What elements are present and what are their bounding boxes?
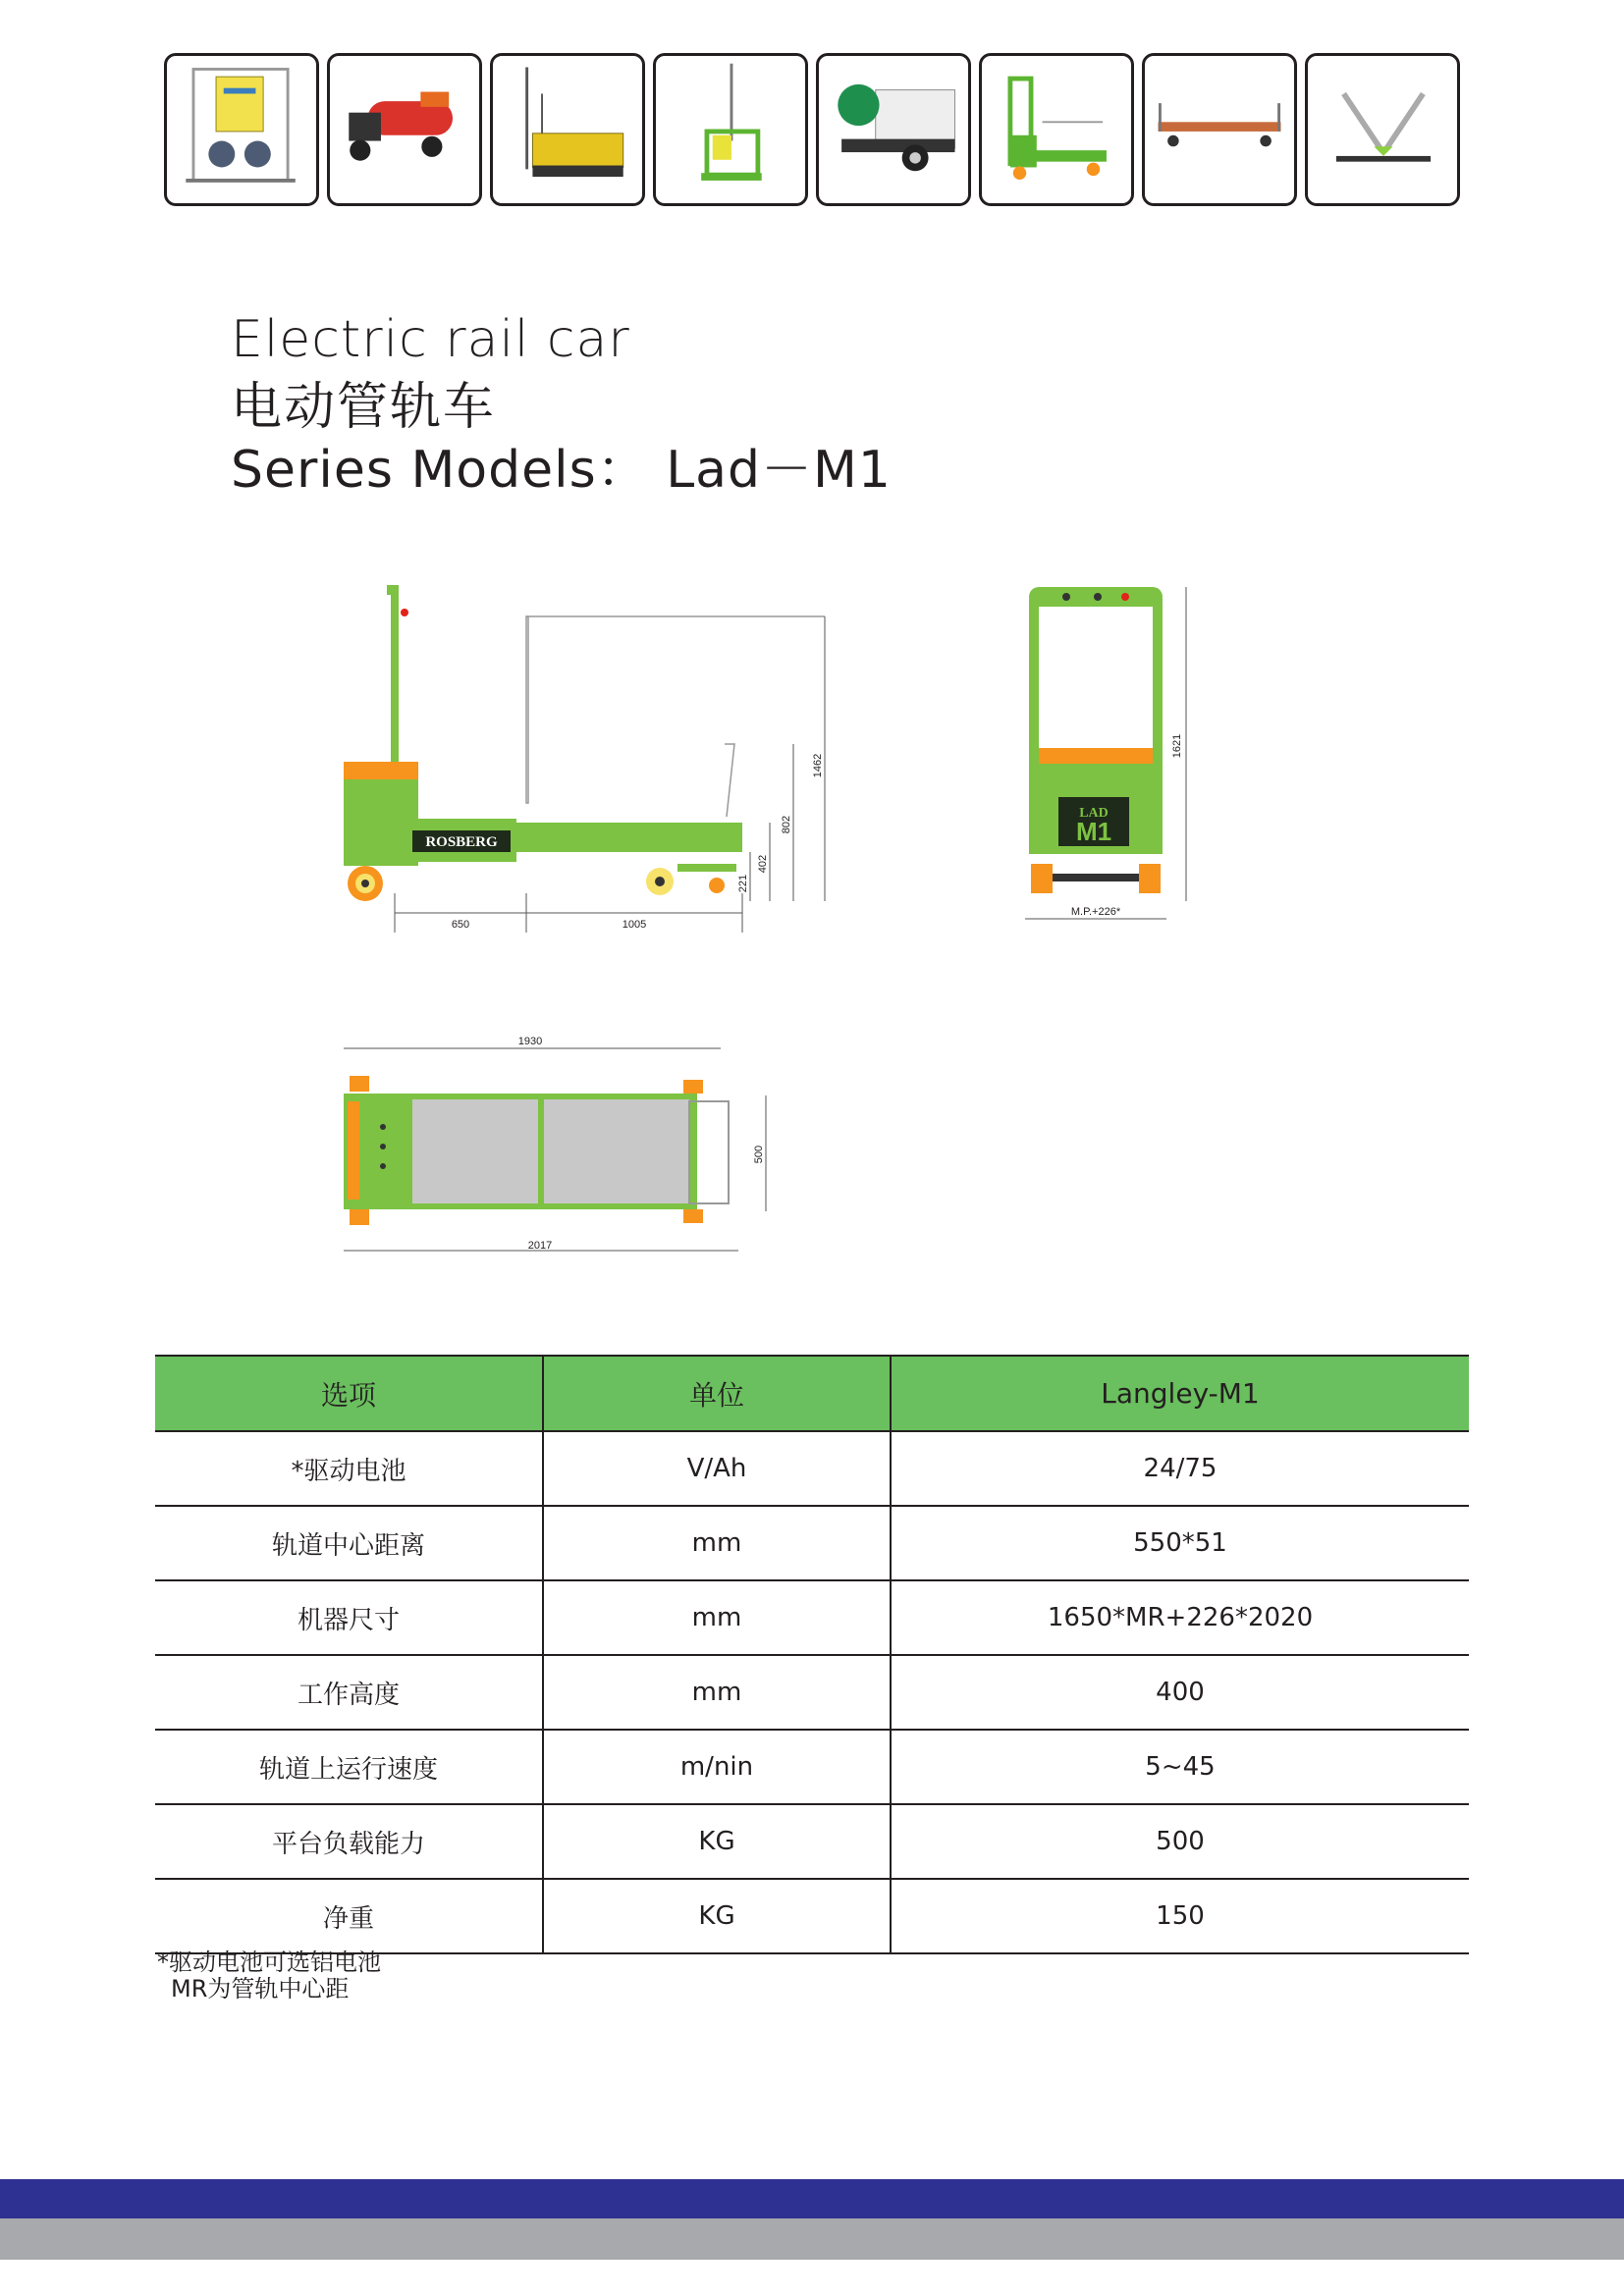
product-thumbnail-strip	[164, 53, 1466, 210]
dim-650: 650	[451, 919, 470, 931]
option-cell: 轨道中心距离	[155, 1506, 543, 1580]
dim-2017: 2017	[527, 1240, 553, 1252]
unit-cell: mm	[543, 1580, 891, 1655]
dim-1462: 1462	[812, 753, 824, 778]
table-row	[155, 1431, 1469, 1506]
front-view-drawing	[1001, 569, 1218, 933]
unit-cell: KG	[543, 1879, 891, 1953]
option-cell: 机器尺寸	[155, 1580, 543, 1655]
unit-cell: KG	[543, 1804, 891, 1879]
unit-cell: mm	[543, 1506, 891, 1580]
front-logo-bottom: M1	[1075, 817, 1112, 846]
unit-cell: V/Ah	[543, 1431, 891, 1506]
footnote	[157, 1949, 381, 2002]
header-model: Langley-M1	[891, 1356, 1469, 1431]
dim-1621: 1621	[1171, 733, 1183, 759]
dim-mp-226: M.P.+226*	[1070, 906, 1121, 918]
value-cell: 5~45	[891, 1730, 1469, 1804]
red-sprayer-thumbnail[interactable]	[327, 53, 482, 206]
footnote-mr: MR为管轨中心距	[171, 1975, 350, 2002]
value-cell: 550*51	[891, 1506, 1469, 1580]
value-cell: 24/75	[891, 1431, 1469, 1506]
value-cell: 150	[891, 1879, 1469, 1953]
table-row	[155, 1580, 1469, 1655]
table-row	[155, 1730, 1469, 1804]
title-english: Electric rail car	[231, 310, 630, 369]
series-model: Series Models： Lad－M1	[231, 441, 892, 500]
brand-label: ROSBERG	[425, 834, 498, 850]
yellow-mast-cart-thumbnail[interactable]	[490, 53, 645, 206]
option-cell: 工作高度	[155, 1655, 543, 1730]
footer-band-gray	[0, 2218, 1624, 2260]
footer-band-blue	[0, 2179, 1624, 2218]
spray-boom-thumbnail[interactable]	[1305, 53, 1460, 206]
table-row	[155, 1879, 1469, 1953]
table-row	[155, 1804, 1469, 1879]
option-cell: 平台负载能力	[155, 1804, 543, 1879]
unit-cell: m/nin	[543, 1730, 891, 1804]
side-view-drawing	[324, 569, 854, 942]
dim-1930: 1930	[517, 1036, 543, 1047]
title-chinese: 电动管轨车	[231, 378, 497, 437]
dim-802: 802	[781, 815, 792, 834]
value-cell: 400	[891, 1655, 1469, 1730]
option-cell: 净重	[155, 1879, 543, 1953]
header-option: 选项	[155, 1356, 543, 1431]
value-cell: 500	[891, 1804, 1469, 1879]
spec-table-header	[155, 1356, 1469, 1431]
dim-221: 221	[737, 874, 749, 893]
table-row	[155, 1655, 1469, 1730]
value-cell: 1650*MR+226*2020	[891, 1580, 1469, 1655]
dim-1005: 1005	[622, 919, 647, 931]
option-cell: 轨道上运行速度	[155, 1730, 543, 1804]
equipment-cabinet-thumbnail[interactable]	[164, 53, 319, 206]
green-rail-car-thumbnail[interactable]	[979, 53, 1134, 206]
spec-table	[155, 1355, 1469, 1954]
flat-trolley-thumbnail[interactable]	[1142, 53, 1297, 206]
fogger-trailer-thumbnail[interactable]	[816, 53, 971, 206]
dim-402: 402	[757, 854, 769, 874]
front-logo-top: LAD	[1079, 806, 1109, 821]
top-view-drawing	[334, 1033, 785, 1258]
table-row	[155, 1506, 1469, 1580]
option-cell: *驱动电池	[155, 1431, 543, 1506]
footnote-battery: *驱动电池可选铝电池	[157, 1949, 381, 1976]
dim-500: 500	[753, 1145, 765, 1164]
unit-cell: mm	[543, 1655, 891, 1730]
header-unit: 单位	[543, 1356, 891, 1431]
green-lift-thumbnail[interactable]	[653, 53, 808, 206]
